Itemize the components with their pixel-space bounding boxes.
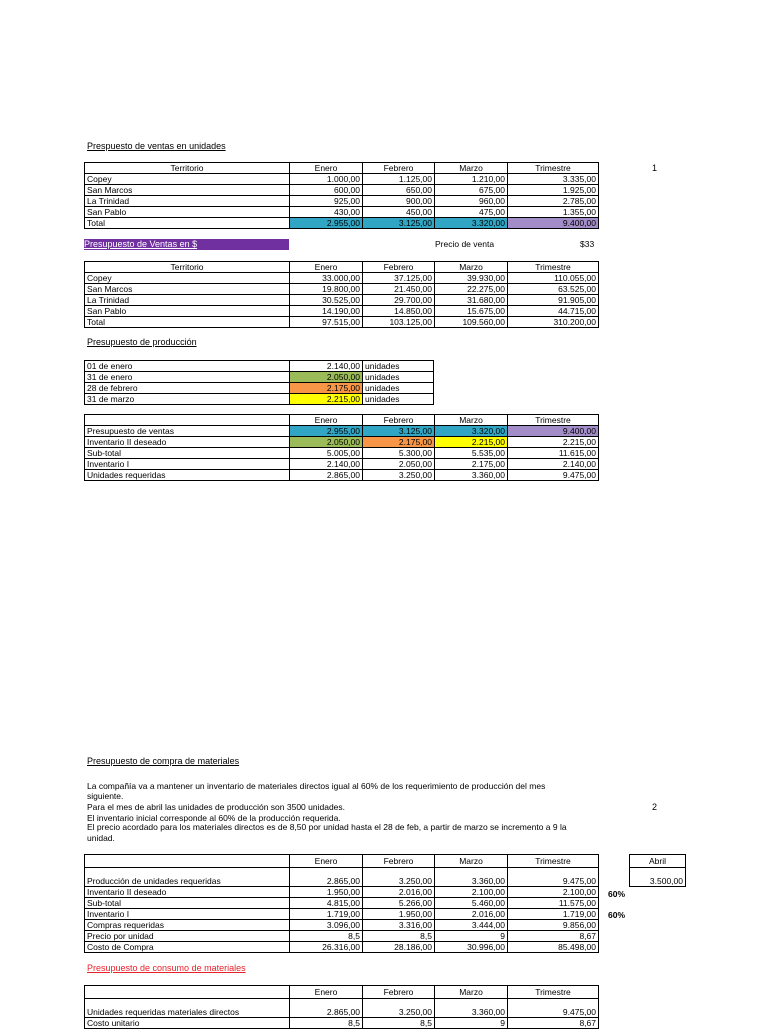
cell-value: 8,5 xyxy=(363,1018,435,1029)
cell-value: 8,5 xyxy=(363,931,435,942)
header-cell: Febrero xyxy=(363,163,435,174)
cell-value: 2.955,00 xyxy=(290,218,363,229)
cell-value: 430,00 xyxy=(290,207,363,218)
table-row xyxy=(85,273,599,284)
table-row xyxy=(85,868,599,887)
cell-value: 9 xyxy=(435,931,508,942)
row-label: Copey xyxy=(85,174,290,185)
purchase-note-5: El precio acordado para los materiales directos es de 8,50 por unidad hasta el 28 de feb, a partir de marzo se incremento a 9 la xyxy=(87,822,567,832)
unit-label: unidades xyxy=(363,383,434,394)
production-title: Presupuesto de producción xyxy=(87,337,197,347)
row-label: Costo unitario xyxy=(85,1018,290,1029)
cell-value: 650,00 xyxy=(363,185,435,196)
cell-value: 3.500,00 xyxy=(630,868,686,887)
table-row xyxy=(85,361,434,372)
inventory-pct-label: 60% xyxy=(608,889,626,899)
cell-value: 103.125,00 xyxy=(363,317,435,328)
cell-value: 3.444,00 xyxy=(435,920,508,931)
table-row xyxy=(85,887,599,898)
cell-value: 2.016,00 xyxy=(363,887,435,898)
cell-value: 2.175,00 xyxy=(435,459,508,470)
table-row xyxy=(85,909,599,920)
purchase-table xyxy=(84,854,599,953)
row-label: Costo de Compra xyxy=(85,942,290,953)
cell-value: 3.360,00 xyxy=(435,868,508,887)
header-cell: Marzo xyxy=(435,986,508,999)
unit-label: unidades xyxy=(363,372,434,383)
sales-money-title: Presupuesto de Ventas en $ xyxy=(84,239,289,250)
initial-inventory-pct-label: 60% xyxy=(608,910,626,920)
header-cell: Enero xyxy=(290,986,363,999)
cell-value: 3.320,00 xyxy=(435,426,508,437)
table-total-row xyxy=(85,218,599,229)
purchase-note-1: La compañía va a mantener un inventario de materiales directos igual al 60% de los requerimiento de producción del mes xyxy=(87,781,546,791)
table-header-row xyxy=(630,855,686,868)
row-label: Inventario I xyxy=(85,909,290,920)
sales-units-table xyxy=(84,162,599,229)
row-label: Precio por unidad xyxy=(85,931,290,942)
table-row xyxy=(85,306,599,317)
header-cell: Febrero xyxy=(363,415,435,426)
cell-value: 925,00 xyxy=(290,196,363,207)
header-cell xyxy=(85,855,290,868)
production-table xyxy=(84,414,599,481)
header-cell: Enero xyxy=(290,415,363,426)
row-label: Inventario II deseado xyxy=(85,887,290,898)
purchase-note-4: El inventario inicial corresponde al 60% de la producción requerida. xyxy=(87,813,341,823)
cell-value: 19.800,00 xyxy=(290,284,363,295)
page-number-1: 1 xyxy=(652,163,658,173)
table-row xyxy=(85,459,599,470)
page-number-2: 2 xyxy=(652,802,658,812)
header-cell xyxy=(85,415,290,426)
header-cell: Trimestre xyxy=(508,415,599,426)
cell-value: 3.360,00 xyxy=(435,470,508,481)
cell-value: 33.000,00 xyxy=(290,273,363,284)
cell-value: 2.050,00 xyxy=(363,459,435,470)
cell-value: 450,00 xyxy=(363,207,435,218)
row-label: La Trinidad xyxy=(85,295,290,306)
row-label: Sub-total xyxy=(85,448,290,459)
table-row xyxy=(630,868,686,887)
cell-value: 2.785,00 xyxy=(508,196,599,207)
sales-units-title: Prespuesto de ventas en unidades xyxy=(87,141,226,151)
cell-value: 11.615,00 xyxy=(508,448,599,459)
row-label: Copey xyxy=(85,273,290,284)
cell-value: 900,00 xyxy=(363,196,435,207)
table-header-row xyxy=(85,855,599,868)
cell-value: 2.140,00 xyxy=(290,459,363,470)
table-header-row xyxy=(85,986,599,999)
cell-value: 5.005,00 xyxy=(290,448,363,459)
cell-value: 3.320,00 xyxy=(435,218,508,229)
cell-value: 31.680,00 xyxy=(435,295,508,306)
header-cell: Marzo xyxy=(435,415,508,426)
cell-value: 3.250,00 xyxy=(363,868,435,887)
cell-value: 2.140,00 xyxy=(290,361,363,372)
cell-value: 5.266,00 xyxy=(363,898,435,909)
row-label: Producción de unidades requeridas xyxy=(85,868,290,887)
table-row xyxy=(85,470,599,481)
cell-value: 5.535,00 xyxy=(435,448,508,459)
row-label: 28 de febrero xyxy=(85,383,290,394)
header-cell: Enero xyxy=(290,855,363,868)
cell-value: 30.525,00 xyxy=(290,295,363,306)
table-header-row xyxy=(85,262,599,273)
cell-value: 475,00 xyxy=(435,207,508,218)
cell-value: 4.815,00 xyxy=(290,898,363,909)
header-cell: Febrero xyxy=(363,986,435,999)
cell-value: 8,67 xyxy=(508,931,599,942)
table-row xyxy=(85,394,434,405)
header-cell xyxy=(85,986,290,999)
cell-value: 2.175,00 xyxy=(290,383,363,394)
cell-value: 2.865,00 xyxy=(290,470,363,481)
table-row xyxy=(85,207,599,218)
cell-value: 14.850,00 xyxy=(363,306,435,317)
row-label: Total xyxy=(85,317,290,328)
header-cell: Trimestre xyxy=(508,986,599,999)
cell-value: 9.400,00 xyxy=(508,426,599,437)
consumption-table xyxy=(84,985,599,1029)
sales-money-table xyxy=(84,261,599,328)
cell-value: 1.210,00 xyxy=(435,174,508,185)
cell-value: 3.096,00 xyxy=(290,920,363,931)
cell-value: 3.125,00 xyxy=(363,426,435,437)
sale-price-label: Precio de venta xyxy=(435,239,495,249)
row-label: Inventario II deseado xyxy=(85,437,290,448)
purchase-title: Presupuesto de compra de materiales xyxy=(87,756,240,766)
cell-value: 109.560,00 xyxy=(435,317,508,328)
cell-value: 2.050,00 xyxy=(290,437,363,448)
cell-value: 3.316,00 xyxy=(363,920,435,931)
cell-value: 37.125,00 xyxy=(363,273,435,284)
table-row xyxy=(85,284,599,295)
header-cell: Enero xyxy=(290,163,363,174)
row-label: 31 de marzo xyxy=(85,394,290,405)
unit-label: unidades xyxy=(363,361,434,372)
header-cell: Marzo xyxy=(435,855,508,868)
table-row xyxy=(85,999,599,1018)
row-label: Inventario I xyxy=(85,459,290,470)
table-row xyxy=(85,942,599,953)
cell-value: 9.475,00 xyxy=(508,470,599,481)
table-row xyxy=(85,372,434,383)
cell-value: 9 xyxy=(435,1018,508,1029)
row-label: Unidades requeridas materiales directos xyxy=(85,999,290,1018)
cell-value: 1.719,00 xyxy=(290,909,363,920)
cell-value: 14.190,00 xyxy=(290,306,363,317)
cell-value: 2.215,00 xyxy=(290,394,363,405)
cell-value: 21.450,00 xyxy=(363,284,435,295)
purchase-note-2: siguiente. xyxy=(87,791,124,801)
header-cell: Enero xyxy=(290,262,363,273)
cell-value: 9.400,00 xyxy=(508,218,599,229)
table-total-row xyxy=(85,317,599,328)
header-cell: Febrero xyxy=(363,855,435,868)
header-cell: Trimestre xyxy=(508,262,599,273)
cell-value: 15.675,00 xyxy=(435,306,508,317)
cell-value: 11.575,00 xyxy=(508,898,599,909)
cell-value: 1.950,00 xyxy=(363,909,435,920)
cell-value: 9.856,00 xyxy=(508,920,599,931)
cell-value: 2.215,00 xyxy=(508,437,599,448)
table-row xyxy=(85,185,599,196)
cell-value: 29.700,00 xyxy=(363,295,435,306)
table-row xyxy=(85,898,599,909)
row-label: Presupuesto de ventas xyxy=(85,426,290,437)
cell-value: 3.250,00 xyxy=(363,470,435,481)
header-cell: Abril xyxy=(630,855,686,868)
cell-value: 9.475,00 xyxy=(508,868,599,887)
table-header-row xyxy=(85,415,599,426)
cell-value: 1.925,00 xyxy=(508,185,599,196)
purchase-note-6: unidad. xyxy=(87,833,115,843)
row-label: Sub-total xyxy=(85,898,290,909)
cell-value: 675,00 xyxy=(435,185,508,196)
table-row xyxy=(85,437,599,448)
cell-value: 310.200,00 xyxy=(508,317,599,328)
cell-value: 2.140,00 xyxy=(508,459,599,470)
row-label: Total xyxy=(85,218,290,229)
cell-value: 600,00 xyxy=(290,185,363,196)
cell-value: 39.930,00 xyxy=(435,273,508,284)
april-table xyxy=(629,854,686,887)
table-row xyxy=(85,196,599,207)
consumption-title: Presupuesto de consumo de materiales xyxy=(87,963,246,973)
table-row xyxy=(85,1018,599,1029)
row-label: San Marcos xyxy=(85,284,290,295)
cell-value: 2.955,00 xyxy=(290,426,363,437)
row-label: 01 de enero xyxy=(85,361,290,372)
cell-value: 44.715,00 xyxy=(508,306,599,317)
cell-value: 26.316,00 xyxy=(290,942,363,953)
production-inventory-table xyxy=(84,360,434,405)
cell-value: 1.719,00 xyxy=(508,909,599,920)
cell-value: 2.016,00 xyxy=(435,909,508,920)
row-label: Compras requeridas xyxy=(85,920,290,931)
row-label: 31 de enero xyxy=(85,372,290,383)
header-cell: Trimestre xyxy=(508,855,599,868)
cell-value: 1.000,00 xyxy=(290,174,363,185)
cell-value: 8,5 xyxy=(290,1018,363,1029)
cell-value: 2.215,00 xyxy=(435,437,508,448)
cell-value: 110.055,00 xyxy=(508,273,599,284)
cell-value: 2.865,00 xyxy=(290,999,363,1018)
header-cell: Febrero xyxy=(363,262,435,273)
cell-value: 30.996,00 xyxy=(435,942,508,953)
header-cell: Marzo xyxy=(435,163,508,174)
row-label: La Trinidad xyxy=(85,196,290,207)
purchase-note-3: Para el mes de abril las unidades de producción son 3500 unidades. xyxy=(87,802,346,812)
cell-value: 960,00 xyxy=(435,196,508,207)
cell-value: 8,67 xyxy=(508,1018,599,1029)
cell-value: 2.050,00 xyxy=(290,372,363,383)
sale-price-value: $33 xyxy=(580,239,595,249)
cell-value: 3.250,00 xyxy=(363,999,435,1018)
cell-value: 2.865,00 xyxy=(290,868,363,887)
table-row xyxy=(85,931,599,942)
table-row xyxy=(85,174,599,185)
cell-value: 3.360,00 xyxy=(435,999,508,1018)
unit-label: unidades xyxy=(363,394,434,405)
cell-value: 5.460,00 xyxy=(435,898,508,909)
table-header-row xyxy=(85,163,599,174)
row-label: San Pablo xyxy=(85,306,290,317)
row-label: San Pablo xyxy=(85,207,290,218)
table-row xyxy=(85,920,599,931)
cell-value: 22.275,00 xyxy=(435,284,508,295)
table-row xyxy=(85,426,599,437)
cell-value: 2.175,00 xyxy=(363,437,435,448)
cell-value: 2.100,00 xyxy=(435,887,508,898)
cell-value: 3.125,00 xyxy=(363,218,435,229)
header-cell: Territorio xyxy=(85,262,290,273)
cell-value: 9.475,00 xyxy=(508,999,599,1018)
cell-value: 1.355,00 xyxy=(508,207,599,218)
cell-value: 1.950,00 xyxy=(290,887,363,898)
table-row xyxy=(85,383,434,394)
row-label: San Marcos xyxy=(85,185,290,196)
header-cell: Marzo xyxy=(435,262,508,273)
cell-value: 2.100,00 xyxy=(508,887,599,898)
cell-value: 5.300,00 xyxy=(363,448,435,459)
header-cell: Territorio xyxy=(85,163,290,174)
cell-value: 91.905,00 xyxy=(508,295,599,306)
cell-value: 85.498,00 xyxy=(508,942,599,953)
cell-value: 63.525,00 xyxy=(508,284,599,295)
cell-value: 28.186,00 xyxy=(363,942,435,953)
cell-value: 97.515,00 xyxy=(290,317,363,328)
row-label: Unidades requeridas xyxy=(85,470,290,481)
cell-value: 8,5 xyxy=(290,931,363,942)
table-row xyxy=(85,448,599,459)
header-cell: Trimestre xyxy=(508,163,599,174)
cell-value: 1.125,00 xyxy=(363,174,435,185)
cell-value: 3.335,00 xyxy=(508,174,599,185)
table-row xyxy=(85,295,599,306)
